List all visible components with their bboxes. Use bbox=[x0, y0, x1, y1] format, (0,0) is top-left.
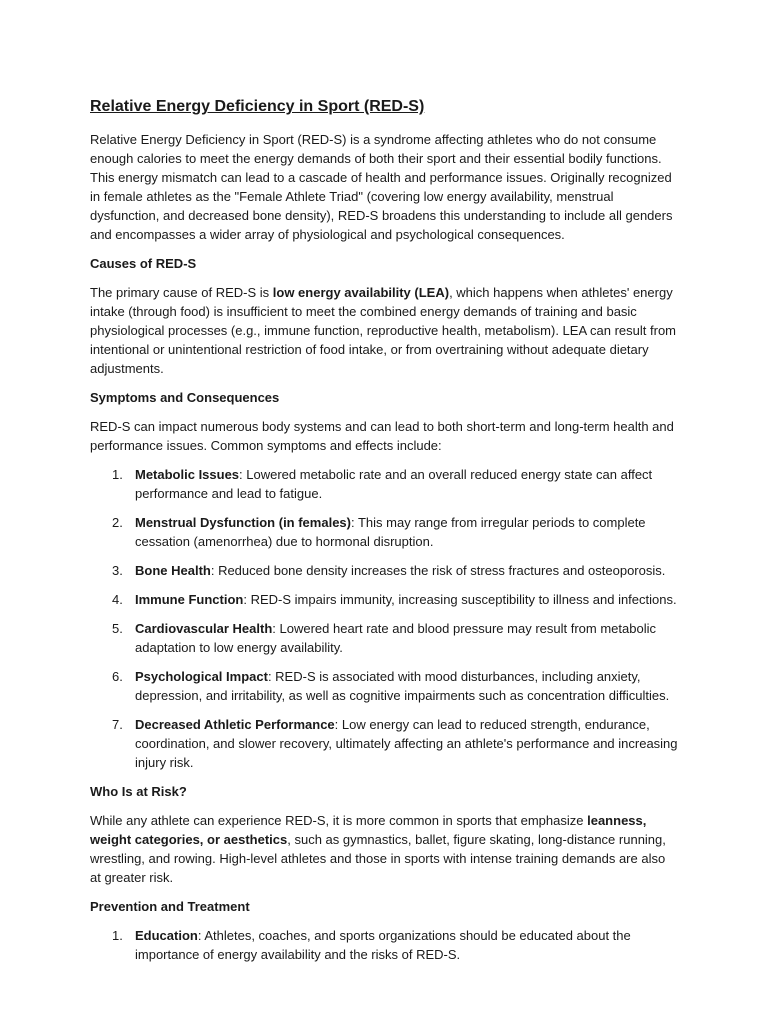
list-item-number: 5. bbox=[112, 621, 123, 636]
list-item-text: : RED-S is associated with mood disturbances, including anxiety, depression, and irritability, as well as cognitive impairments such as concentration difficulties. bbox=[135, 669, 670, 703]
list-item bbox=[90, 926, 678, 964]
risk-text-pre: While any athlete can experience RED-S, it is more common in sports that emphasize bbox=[90, 813, 588, 828]
list-item-term: Menstrual Dysfunction (in females) bbox=[135, 515, 351, 530]
list-item bbox=[90, 513, 678, 551]
risk-heading: Who Is at Risk? bbox=[90, 784, 187, 799]
list-item-number: 3. bbox=[112, 563, 123, 578]
list-item-text: : Athletes, coaches, and sports organizations should be educated about the importance of energy availability and the risks of RED-S. bbox=[135, 928, 631, 962]
symptoms-heading: Symptoms and Consequences bbox=[90, 390, 280, 405]
causes-paragraph bbox=[90, 283, 678, 378]
list-item-term: Cardiovascular Health bbox=[135, 621, 273, 636]
list-item-number: 1. bbox=[112, 928, 123, 943]
list-item-term: Metabolic Issues bbox=[135, 467, 240, 482]
list-item bbox=[90, 715, 678, 772]
prevention-heading: Prevention and Treatment bbox=[90, 899, 250, 914]
causes-text-pre: The primary cause of RED-S is bbox=[90, 285, 273, 300]
intro-paragraph: Relative Energy Deficiency in Sport (RED-S) is a syndrome affecting athletes who do not consume enough calories to meet the energy demands of both their sport and their essential bodily functions. This energy mismatch can lead to a cascade of health and performance issues. Originally recognized in female athletes as the "Female Athlete Triad" (covering low energy availability, menstrual dysfunction, and decreased bone density), RED-S broadens this understanding to include all genders and encompasses a wider array of physiological and psychological consequences. bbox=[90, 132, 673, 242]
list-item-term: Decreased Athletic Performance bbox=[135, 717, 335, 732]
document-title: Relative Energy Deficiency in Sport (RED-S) bbox=[90, 98, 425, 115]
list-item-number: 6. bbox=[112, 669, 123, 684]
list-item bbox=[90, 667, 678, 705]
list-item bbox=[90, 590, 678, 609]
list-item bbox=[90, 561, 678, 580]
list-item-number: 1. bbox=[112, 467, 123, 482]
prevention-list bbox=[90, 926, 678, 964]
risk-text-post: , such as gymnastics, ballet, figure skating, long-distance running, wrestling, and rowing. High-level athletes and those in sports with intense training demands are also at greater risk. bbox=[90, 832, 666, 885]
list-item-term: Immune Function bbox=[135, 592, 244, 607]
list-item-number: 4. bbox=[112, 592, 123, 607]
risk-text-bold: leanness, weight categories, or aesthetics bbox=[90, 813, 647, 847]
list-item bbox=[90, 619, 678, 657]
list-item-text: : RED-S impairs immunity, increasing susceptibility to illness and infections. bbox=[243, 592, 677, 607]
symptoms-intro: RED-S can impact numerous body systems and can lead to both short-term and long-term health and performance issues. Common symptoms and effects include: bbox=[90, 419, 674, 453]
list-item-term: Education bbox=[135, 928, 198, 943]
list-item-term: Psychological Impact bbox=[135, 669, 268, 684]
list-item-text: : Low energy can lead to reduced strength, endurance, coordination, and slower recovery, ultimately affecting an athlete's performance and increasing injury risk. bbox=[135, 717, 678, 770]
list-item bbox=[90, 465, 678, 503]
list-item-text: : This may range from irregular periods to complete cessation (amenorrhea) due to hormonal disruption. bbox=[135, 515, 646, 549]
list-item-text: : Lowered metabolic rate and an overall reduced energy state can affect performance and lead to fatigue. bbox=[135, 467, 653, 501]
symptoms-list bbox=[90, 465, 678, 772]
causes-heading: Causes of RED-S bbox=[90, 256, 197, 271]
causes-text-bold: low energy availability (LEA) bbox=[272, 285, 450, 300]
list-item-text: : Reduced bone density increases the risk of stress fractures and osteoporosis. bbox=[210, 563, 666, 578]
list-item-number: 7. bbox=[112, 717, 123, 732]
list-item-number: 2. bbox=[112, 515, 123, 530]
list-item-term: Bone Health bbox=[135, 563, 211, 578]
list-item-text: : Lowered heart rate and blood pressure may result from metabolic adaptation to low energy availability. bbox=[135, 621, 656, 655]
causes-text-post: , which happens when athletes' energy intake (through food) is insufficient to meet the combined energy demands of training and basic physiological processes (e.g., immune function, reproductive health, metabolism). LEA can result from intentional or unintentional restriction of food intake, or from overtraining without adequate dietary adjustments. bbox=[90, 285, 676, 376]
risk-paragraph bbox=[90, 811, 678, 887]
